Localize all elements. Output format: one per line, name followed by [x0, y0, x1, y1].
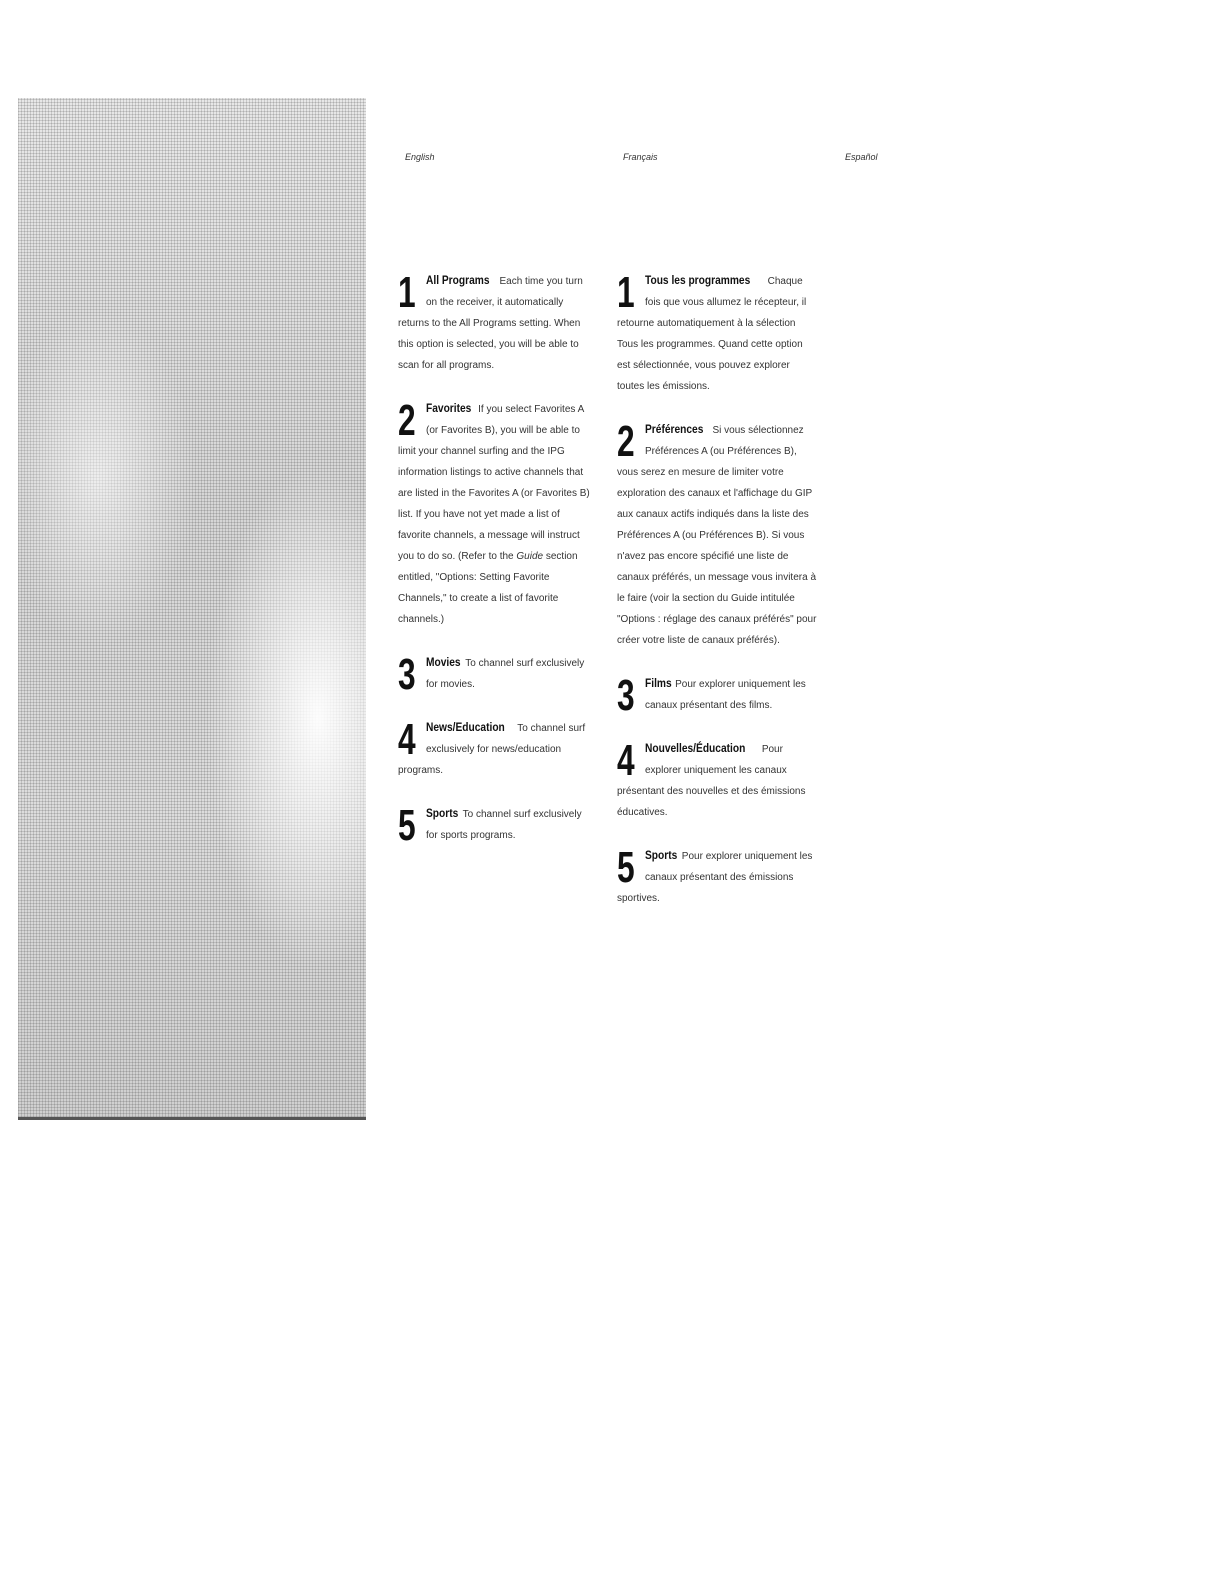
item-number: 3 [398, 650, 416, 699]
item-number: 4 [617, 736, 635, 785]
list-item [617, 419, 817, 651]
item-text: To channel surf exclusively for news/education programs. [398, 723, 586, 776]
item-text-emphasis: Guide [516, 551, 544, 562]
item-heading: News/Education [426, 720, 505, 734]
item-text: Chaque fois que vous allumez le récepteur, il retourne automatiquement à la sélection Tous les programmes. Quand cette option est sélectionnée, vous pouvez explorer toutes les émissions. [617, 276, 807, 392]
item-heading: Tous les programmes [645, 273, 751, 287]
list-item [617, 845, 817, 909]
item-number: 5 [617, 843, 635, 892]
item-text: Pour explorer uniquement les canaux présentant des émissions sportives. [617, 851, 813, 904]
language-label-francais: Français [623, 152, 658, 162]
item-number: 4 [398, 715, 416, 764]
item-number: 2 [617, 417, 635, 466]
item-heading: Movies [426, 655, 461, 669]
item-heading: All Programs [426, 273, 490, 287]
english-column [398, 270, 594, 868]
item-number: 3 [617, 671, 635, 720]
item-heading: Films [645, 676, 672, 690]
halftone-photo [18, 98, 366, 1120]
list-item [617, 270, 817, 397]
language-label-espanol: Español [845, 152, 878, 162]
item-number: 1 [617, 268, 635, 317]
list-item [398, 398, 594, 630]
list-item [398, 270, 594, 376]
item-heading: Sports [645, 848, 678, 862]
item-heading: Sports [426, 806, 459, 820]
item-number: 2 [398, 396, 416, 445]
item-text: Pour explorer uniquement les canaux présentant des nouvelles et des émissions éducatives. [617, 744, 806, 818]
francais-column [617, 270, 817, 931]
item-text: Each time you turn on the receiver, it automatically returns to the All Programs setting. When this option is selected, you will be able to scan for all programs. [398, 276, 583, 371]
item-text: To channel surf exclusively for sports programs. [426, 809, 582, 841]
list-item [398, 801, 594, 850]
item-heading: Favorites [426, 401, 472, 415]
item-number: 5 [398, 801, 416, 850]
item-heading: Nouvelles/Éducation [645, 741, 746, 755]
list-item [398, 650, 594, 699]
item-number: 1 [398, 268, 416, 317]
list-item [617, 738, 817, 823]
item-text: To channel surf exclusively for movies. [426, 658, 585, 690]
list-item [617, 671, 817, 720]
item-heading: Préférences [645, 422, 704, 436]
item-text: Si vous sélectionnez Préférences A (ou Préférences B), vous serez en mesure de limiter votre exploration des canaux et l'affichage du GIP aux canaux actifs indiqués dans la liste des Préférences A (ou Préférences B). Si vous n'avez pas encore spécifié une liste de canaux préférés, un message vous invitera à le faire (voir la section du Guide intitulée "Options : réglage des canaux préférés" pour créer votre liste de canaux préférés). [617, 425, 817, 646]
item-text: If you select Favorites A (or Favorites B), you will be able to limit your channel surfing and the IPG information listings to active channels that are listed in the Favorites A (or Favorites B) list. If you have not yet made a list of favorite channels, a message will instruct you to do so. (Refer to the [398, 404, 590, 562]
item-text: Pour explorer uniquement les canaux présentant des films. [645, 679, 806, 711]
list-item [398, 717, 594, 781]
item-text-continued: section entitled, "Options: Setting Favorite Channels," to create a list of favorite channels.) [398, 551, 578, 625]
language-label-english: English [405, 152, 435, 162]
